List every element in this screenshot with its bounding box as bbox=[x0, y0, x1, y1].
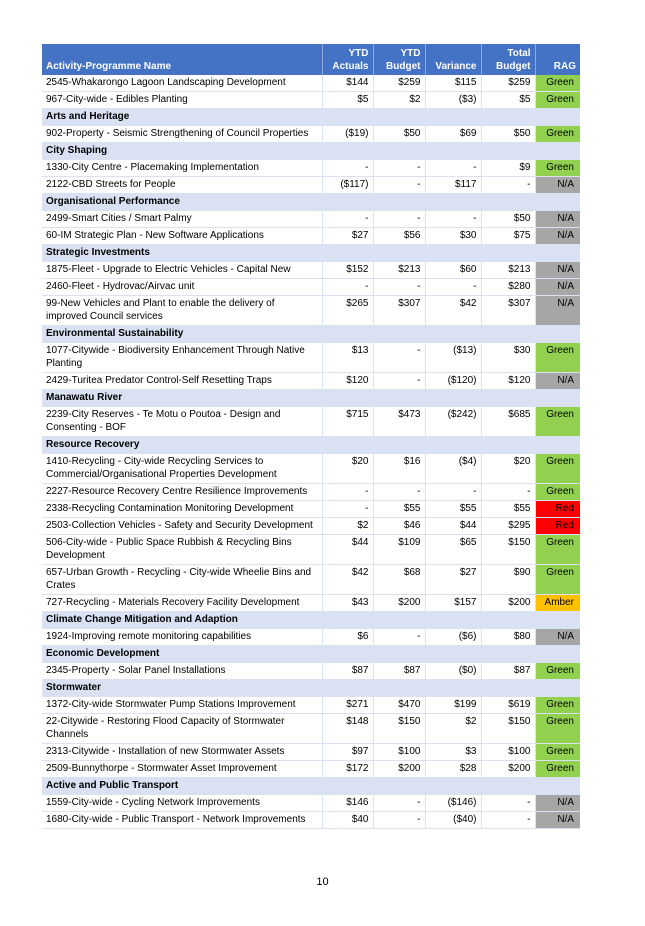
section-title: Resource Recovery bbox=[42, 437, 580, 454]
total-budget-cell: $295 bbox=[481, 518, 535, 535]
activity-name-cell: 2239-City Reserves - Te Motu o Poutoa - Design and Consenting - BOF bbox=[42, 407, 322, 437]
rag-status-cell: N/A bbox=[535, 795, 580, 812]
total-budget-cell: $100 bbox=[481, 744, 535, 761]
capital-programme-table bbox=[42, 44, 580, 829]
table-body bbox=[42, 75, 580, 829]
ytd-actuals-cell: $148 bbox=[322, 714, 373, 744]
total-budget-cell: $20 bbox=[481, 454, 535, 484]
section-header-row bbox=[42, 109, 580, 126]
activity-name-cell: 1559-City-wide - Cycling Network Improvements bbox=[42, 795, 322, 812]
activity-name-cell: 1330-City Centre - Placemaking Implementation bbox=[42, 160, 322, 177]
ytd-budget-cell: $87 bbox=[373, 663, 425, 680]
ytd-budget-cell: $470 bbox=[373, 697, 425, 714]
table-row bbox=[42, 177, 580, 194]
total-budget-cell: - bbox=[481, 812, 535, 829]
table-header-row bbox=[42, 44, 580, 75]
variance-cell: $3 bbox=[425, 744, 481, 761]
ytd-actuals-cell: $120 bbox=[322, 373, 373, 390]
section-title: Stormwater bbox=[42, 680, 580, 697]
variance-cell: ($242) bbox=[425, 407, 481, 437]
total-budget-cell: $280 bbox=[481, 279, 535, 296]
rag-status-cell: Green bbox=[535, 663, 580, 680]
activity-name-cell: 1924-Improving remote monitoring capabilities bbox=[42, 629, 322, 646]
rag-status-cell: Green bbox=[535, 744, 580, 761]
ytd-budget-cell: - bbox=[373, 177, 425, 194]
ytd-budget-cell: - bbox=[373, 812, 425, 829]
activity-name-cell: 2313-Citywide - Installation of new Stormwater Assets bbox=[42, 744, 322, 761]
rag-status-cell: Red bbox=[535, 501, 580, 518]
total-budget-cell: $120 bbox=[481, 373, 535, 390]
activity-name-cell: 60-IM Strategic Plan - New Software Applications bbox=[42, 228, 322, 245]
ytd-budget-cell: $259 bbox=[373, 75, 425, 92]
ytd-actuals-cell: $44 bbox=[322, 535, 373, 565]
header-rag: RAG bbox=[535, 44, 580, 75]
ytd-actuals-cell: - bbox=[322, 501, 373, 518]
table-row bbox=[42, 663, 580, 680]
rag-status-cell: Red bbox=[535, 518, 580, 535]
table-row bbox=[42, 535, 580, 565]
section-header-row bbox=[42, 245, 580, 262]
table-row bbox=[42, 697, 580, 714]
variance-cell: $44 bbox=[425, 518, 481, 535]
activity-name-cell: 2429-Turitea Predator Control-Self Resetting Traps bbox=[42, 373, 322, 390]
ytd-budget-cell: - bbox=[373, 211, 425, 228]
table-row bbox=[42, 565, 580, 595]
ytd-actuals-cell: $5 bbox=[322, 92, 373, 109]
activity-name-cell: 2227-Resource Recovery Centre Resilience Improvements bbox=[42, 484, 322, 501]
variance-cell: ($6) bbox=[425, 629, 481, 646]
ytd-actuals-cell: $146 bbox=[322, 795, 373, 812]
ytd-budget-cell: - bbox=[373, 160, 425, 177]
variance-cell: - bbox=[425, 211, 481, 228]
rag-status-cell: Green bbox=[535, 484, 580, 501]
variance-cell: $199 bbox=[425, 697, 481, 714]
ytd-actuals-cell: $152 bbox=[322, 262, 373, 279]
rag-status-cell: N/A bbox=[535, 279, 580, 296]
total-budget-cell: $200 bbox=[481, 761, 535, 778]
variance-cell: $157 bbox=[425, 595, 481, 612]
ytd-actuals-cell: - bbox=[322, 211, 373, 228]
rag-status-cell: Green bbox=[535, 454, 580, 484]
table-row bbox=[42, 211, 580, 228]
header-ytd-actuals: YTD Actuals bbox=[322, 44, 373, 75]
table-row bbox=[42, 518, 580, 535]
total-budget-cell: $213 bbox=[481, 262, 535, 279]
table-row bbox=[42, 126, 580, 143]
section-header-row bbox=[42, 612, 580, 629]
ytd-budget-cell: - bbox=[373, 629, 425, 646]
table-row bbox=[42, 92, 580, 109]
activity-name-cell: 2545-Whakarongo Lagoon Landscaping Development bbox=[42, 75, 322, 92]
rag-status-cell: Green bbox=[535, 75, 580, 92]
section-header-row bbox=[42, 437, 580, 454]
total-budget-cell: $200 bbox=[481, 595, 535, 612]
activity-name-cell: 967-City-wide - Edibles Planting bbox=[42, 92, 322, 109]
variance-cell: $2 bbox=[425, 714, 481, 744]
header-total-budget: Total Budget bbox=[481, 44, 535, 75]
activity-name-cell: 99-New Vehicles and Plant to enable the delivery of improved Council services bbox=[42, 296, 322, 326]
variance-cell: ($40) bbox=[425, 812, 481, 829]
total-budget-cell: $619 bbox=[481, 697, 535, 714]
total-budget-cell: $685 bbox=[481, 407, 535, 437]
rag-status-cell: N/A bbox=[535, 373, 580, 390]
rag-status-cell: Green bbox=[535, 126, 580, 143]
activity-name-cell: 2122-CBD Streets for People bbox=[42, 177, 322, 194]
total-budget-cell: $50 bbox=[481, 211, 535, 228]
ytd-actuals-cell: $13 bbox=[322, 343, 373, 373]
rag-status-cell: N/A bbox=[535, 211, 580, 228]
total-budget-cell: - bbox=[481, 795, 535, 812]
activity-name-cell: 902-Property - Seismic Strengthening of Council Properties bbox=[42, 126, 322, 143]
table-row bbox=[42, 279, 580, 296]
section-title: Environmental Sustainability bbox=[42, 326, 580, 343]
rag-status-cell: N/A bbox=[535, 262, 580, 279]
section-header-row bbox=[42, 680, 580, 697]
rag-status-cell: Green bbox=[535, 160, 580, 177]
rag-status-cell: Green bbox=[535, 535, 580, 565]
ytd-budget-cell: $50 bbox=[373, 126, 425, 143]
section-title: Climate Change Mitigation and Adaption bbox=[42, 612, 580, 629]
ytd-actuals-cell: $97 bbox=[322, 744, 373, 761]
header-activity-programme-name: Activity-Programme Name bbox=[42, 44, 322, 75]
section-title: Arts and Heritage bbox=[42, 109, 580, 126]
ytd-budget-cell: $213 bbox=[373, 262, 425, 279]
ytd-actuals-cell: $42 bbox=[322, 565, 373, 595]
section-header-row bbox=[42, 646, 580, 663]
variance-cell: $28 bbox=[425, 761, 481, 778]
rag-status-cell: Green bbox=[535, 714, 580, 744]
section-title: Organisational Performance bbox=[42, 194, 580, 211]
total-budget-cell: - bbox=[481, 484, 535, 501]
total-budget-cell: $50 bbox=[481, 126, 535, 143]
header-variance: Variance bbox=[425, 44, 481, 75]
ytd-actuals-cell: $271 bbox=[322, 697, 373, 714]
variance-cell: $117 bbox=[425, 177, 481, 194]
ytd-budget-cell: $100 bbox=[373, 744, 425, 761]
ytd-actuals-cell: $172 bbox=[322, 761, 373, 778]
ytd-budget-cell: $109 bbox=[373, 535, 425, 565]
activity-name-cell: 1410-Recycling - City-wide Recycling Services to Commercial/Organisational Properties Development bbox=[42, 454, 322, 484]
table-row bbox=[42, 595, 580, 612]
total-budget-cell: $80 bbox=[481, 629, 535, 646]
ytd-budget-cell: - bbox=[373, 795, 425, 812]
table-row bbox=[42, 407, 580, 437]
variance-cell: $69 bbox=[425, 126, 481, 143]
section-header-row bbox=[42, 143, 580, 160]
ytd-budget-cell: $56 bbox=[373, 228, 425, 245]
section-header-row bbox=[42, 326, 580, 343]
rag-status-cell: Green bbox=[535, 407, 580, 437]
variance-cell: $30 bbox=[425, 228, 481, 245]
rag-status-cell: Green bbox=[535, 697, 580, 714]
ytd-budget-cell: $68 bbox=[373, 565, 425, 595]
variance-cell: $27 bbox=[425, 565, 481, 595]
section-header-row bbox=[42, 194, 580, 211]
variance-cell: - bbox=[425, 160, 481, 177]
variance-cell: ($13) bbox=[425, 343, 481, 373]
rag-status-cell: N/A bbox=[535, 228, 580, 245]
ytd-budget-cell: $200 bbox=[373, 761, 425, 778]
section-header-row bbox=[42, 778, 580, 795]
activity-name-cell: 22-Citywide - Restoring Flood Capacity of Stormwater Channels bbox=[42, 714, 322, 744]
table-row bbox=[42, 629, 580, 646]
total-budget-cell: $90 bbox=[481, 565, 535, 595]
ytd-budget-cell: - bbox=[373, 373, 425, 390]
ytd-actuals-cell: $6 bbox=[322, 629, 373, 646]
table-row bbox=[42, 160, 580, 177]
section-header-row bbox=[42, 390, 580, 407]
rag-status-cell: Green bbox=[535, 343, 580, 373]
table-row bbox=[42, 812, 580, 829]
total-budget-cell: $75 bbox=[481, 228, 535, 245]
variance-cell: - bbox=[425, 279, 481, 296]
rag-status-cell: Green bbox=[535, 761, 580, 778]
table-row bbox=[42, 761, 580, 778]
ytd-budget-cell: $2 bbox=[373, 92, 425, 109]
table-row bbox=[42, 484, 580, 501]
activity-name-cell: 1875-Fleet - Upgrade to Electric Vehicles - Capital New bbox=[42, 262, 322, 279]
total-budget-cell: $55 bbox=[481, 501, 535, 518]
page-number: 10 bbox=[316, 876, 329, 888]
ytd-actuals-cell: $265 bbox=[322, 296, 373, 326]
ytd-actuals-cell: $40 bbox=[322, 812, 373, 829]
ytd-budget-cell: $473 bbox=[373, 407, 425, 437]
ytd-actuals-cell: - bbox=[322, 484, 373, 501]
table-row bbox=[42, 501, 580, 518]
ytd-budget-cell: $200 bbox=[373, 595, 425, 612]
ytd-budget-cell: - bbox=[373, 484, 425, 501]
table-row bbox=[42, 75, 580, 92]
ytd-actuals-cell: $87 bbox=[322, 663, 373, 680]
total-budget-cell: $307 bbox=[481, 296, 535, 326]
table-row bbox=[42, 744, 580, 761]
rag-status-cell: Green bbox=[535, 565, 580, 595]
ytd-actuals-cell: $715 bbox=[322, 407, 373, 437]
activity-name-cell: 1077-Citywide - Biodiversity Enhancement Through Native Planting bbox=[42, 343, 322, 373]
activity-name-cell: 657-Urban Growth - Recycling - City-wide Wheelie Bins and Crates bbox=[42, 565, 322, 595]
total-budget-cell: $150 bbox=[481, 535, 535, 565]
ytd-budget-cell: - bbox=[373, 279, 425, 296]
activity-name-cell: 2509-Bunnythorpe - Stormwater Asset Improvement bbox=[42, 761, 322, 778]
variance-cell: ($120) bbox=[425, 373, 481, 390]
activity-name-cell: 2503-Collection Vehicles - Safety and Security Development bbox=[42, 518, 322, 535]
ytd-actuals-cell: $144 bbox=[322, 75, 373, 92]
activity-name-cell: 506-City-wide - Public Space Rubbish & Recycling Bins Development bbox=[42, 535, 322, 565]
table-row bbox=[42, 714, 580, 744]
variance-cell: ($4) bbox=[425, 454, 481, 484]
total-budget-cell: $30 bbox=[481, 343, 535, 373]
ytd-actuals-cell: - bbox=[322, 160, 373, 177]
ytd-budget-cell: - bbox=[373, 343, 425, 373]
variance-cell: - bbox=[425, 484, 481, 501]
table-row bbox=[42, 262, 580, 279]
rag-status-cell: N/A bbox=[535, 629, 580, 646]
table-row bbox=[42, 343, 580, 373]
total-budget-cell: $9 bbox=[481, 160, 535, 177]
total-budget-cell: $259 bbox=[481, 75, 535, 92]
section-title: Economic Development bbox=[42, 646, 580, 663]
ytd-actuals-cell: $27 bbox=[322, 228, 373, 245]
activity-name-cell: 1372-City-wide Stormwater Pump Stations Improvement bbox=[42, 697, 322, 714]
variance-cell: $65 bbox=[425, 535, 481, 565]
variance-cell: ($146) bbox=[425, 795, 481, 812]
total-budget-cell: $150 bbox=[481, 714, 535, 744]
ytd-budget-cell: $46 bbox=[373, 518, 425, 535]
variance-cell: $42 bbox=[425, 296, 481, 326]
activity-name-cell: 1680-City-wide - Public Transport - Network Improvements bbox=[42, 812, 322, 829]
ytd-actuals-cell: $43 bbox=[322, 595, 373, 612]
variance-cell: ($3) bbox=[425, 92, 481, 109]
activity-name-cell: 2338-Recycling Contamination Monitoring Development bbox=[42, 501, 322, 518]
ytd-budget-cell: $16 bbox=[373, 454, 425, 484]
header-ytd-budget: YTD Budget bbox=[373, 44, 425, 75]
ytd-actuals-cell: ($19) bbox=[322, 126, 373, 143]
ytd-budget-cell: $55 bbox=[373, 501, 425, 518]
table-row bbox=[42, 373, 580, 390]
ytd-budget-cell: $307 bbox=[373, 296, 425, 326]
rag-status-cell: N/A bbox=[535, 296, 580, 326]
variance-cell: $115 bbox=[425, 75, 481, 92]
variance-cell: $60 bbox=[425, 262, 481, 279]
rag-status-cell: Green bbox=[535, 92, 580, 109]
rag-status-cell: N/A bbox=[535, 812, 580, 829]
variance-cell: ($0) bbox=[425, 663, 481, 680]
variance-cell: $55 bbox=[425, 501, 481, 518]
total-budget-cell: $5 bbox=[481, 92, 535, 109]
table-row bbox=[42, 228, 580, 245]
section-title: Strategic Investments bbox=[42, 245, 580, 262]
ytd-actuals-cell: - bbox=[322, 279, 373, 296]
ytd-actuals-cell: $2 bbox=[322, 518, 373, 535]
rag-status-cell: Amber bbox=[535, 595, 580, 612]
table-row bbox=[42, 795, 580, 812]
ytd-actuals-cell: ($117) bbox=[322, 177, 373, 194]
section-title: Manawatu River bbox=[42, 390, 580, 407]
total-budget-cell: $87 bbox=[481, 663, 535, 680]
activity-name-cell: 2345-Property - Solar Panel Installations bbox=[42, 663, 322, 680]
ytd-budget-cell: $150 bbox=[373, 714, 425, 744]
activity-name-cell: 2499-Smart Cities / Smart Palmy bbox=[42, 211, 322, 228]
rag-status-cell: N/A bbox=[535, 177, 580, 194]
section-title: City Shaping bbox=[42, 143, 580, 160]
section-title: Active and Public Transport bbox=[42, 778, 580, 795]
activity-name-cell: 727-Recycling - Materials Recovery Facility Development bbox=[42, 595, 322, 612]
activity-name-cell: 2460-Fleet - Hydrovac/Airvac unit bbox=[42, 279, 322, 296]
table-row bbox=[42, 296, 580, 326]
ytd-actuals-cell: $20 bbox=[322, 454, 373, 484]
table-row bbox=[42, 454, 580, 484]
total-budget-cell: - bbox=[481, 177, 535, 194]
